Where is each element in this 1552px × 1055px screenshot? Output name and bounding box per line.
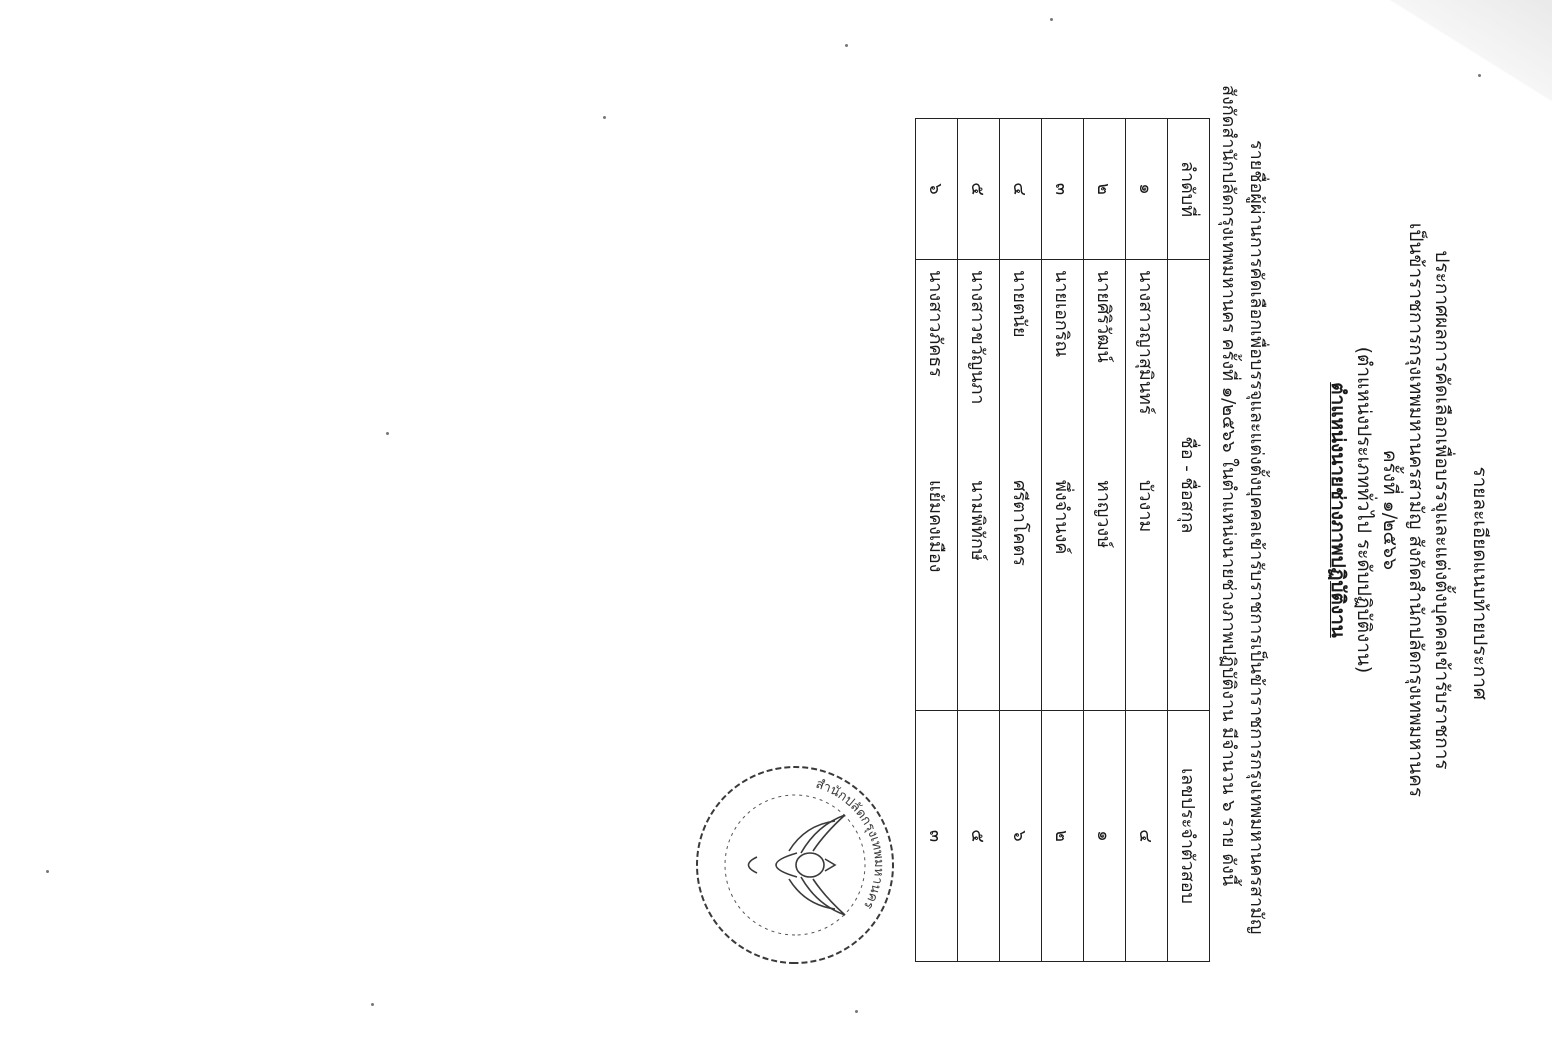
last-name: บัวงาม	[1135, 480, 1156, 533]
row-order: ๕	[958, 119, 1000, 260]
last-name: ศรีตาโคตร	[1009, 480, 1030, 566]
first-name: นายศิริวัฒน์	[1093, 270, 1114, 363]
table-row	[1042, 119, 1084, 962]
row-name	[916, 260, 958, 711]
table-row	[916, 119, 958, 962]
row-exam-id: ๓	[916, 711, 958, 962]
heading-line-3: ครั้งที่ ๑/๒๕๖๖	[1379, 449, 1401, 571]
row-order: ๒	[1084, 119, 1126, 260]
last-name: พึ่งจำนงค์	[1051, 480, 1072, 555]
heading-line-4: (ตำแหน่งประเภททั่วไป ระดับปฏิบัติงาน)	[1353, 346, 1375, 674]
announcement-heading	[1325, 10, 1455, 1010]
scan-speck	[46, 870, 49, 873]
row-name	[1042, 260, 1084, 711]
results-table	[915, 118, 1210, 962]
heading-line-1: ประกาศผลการคัดเลือกเพื่อบรรจุและแต่งตั้งบุคคลเข้ารับราชการ	[1431, 250, 1453, 770]
row-order: ๔	[1000, 119, 1042, 260]
first-name: นางสาวภัคธร	[925, 270, 946, 377]
heading-line-2: เป็นข้าราชการกรุงเทพมหานครสามัญ สังกัดสำนักปลัดกรุงเทพมหานคร	[1405, 222, 1427, 798]
garuda-seal-icon	[685, 755, 905, 975]
row-order: ๑	[1126, 119, 1168, 260]
header-order: ลำดับที่	[1168, 119, 1210, 260]
table-row	[1126, 119, 1168, 962]
row-order: ๖	[916, 119, 958, 260]
header-exam-id: เลขประจำตัวสอบ	[1168, 711, 1210, 962]
row-exam-id: ๖	[1000, 711, 1042, 962]
table-header-row	[1168, 119, 1210, 962]
row-exam-id: ๑	[1084, 711, 1126, 962]
row-name	[1000, 260, 1042, 711]
table-row	[1000, 119, 1042, 962]
table-row	[1084, 119, 1126, 962]
row-exam-id: ๒	[1042, 711, 1084, 962]
last-name: แย้มคงเมือง	[925, 480, 946, 573]
attachment-note: รายละเอียดแนบท้ายประกาศ	[1469, 466, 1491, 700]
first-name: นางสาวญาสุมินทร์	[1135, 270, 1156, 415]
document-page	[125, 10, 1525, 1010]
row-exam-id: ๔	[1126, 711, 1168, 962]
first-name: นายเอกริณ	[1051, 270, 1072, 358]
row-name	[1084, 260, 1126, 711]
row-name	[1126, 260, 1168, 711]
table-row	[958, 119, 1000, 962]
seal-text: สำนักปลัดกรุงเทพมหานคร	[813, 776, 887, 912]
intro-paragraph: รายชื่อผู้ผ่านการคัดเลือกเพื่อบรรจุและแต่งตั้งบุคคลเข้ารับราชการเป็นข้าราชการกรุงเทพมหานครสามัญ สังกัดสำนักปลัดกรุงเทพมหานคร ครั้งที่ ๑/๒๕๖๖ ในตำแหน่งนายช่างภาพปฏิบัติงาน มีจำนวน ๖ ราย ดังนี้	[1218, 85, 1267, 935]
last-name: หาญวงษ์	[1093, 480, 1114, 549]
garuda-figure	[749, 815, 846, 915]
first-name: นางสาวขวัญนภา	[967, 270, 988, 405]
first-name: นายตนัย	[1009, 270, 1030, 338]
last-name: นามพิทักษ์	[967, 480, 988, 561]
position-title: ตำแหน่งนายช่างภาพปฏิบัติงาน	[1327, 382, 1349, 638]
row-exam-id: ๕	[958, 711, 1000, 962]
header-name: ชื่อ - ชื่อสกุล	[1168, 260, 1210, 711]
row-order: ๓	[1042, 119, 1084, 260]
scan-speck	[855, 1010, 858, 1013]
row-name	[958, 260, 1000, 711]
